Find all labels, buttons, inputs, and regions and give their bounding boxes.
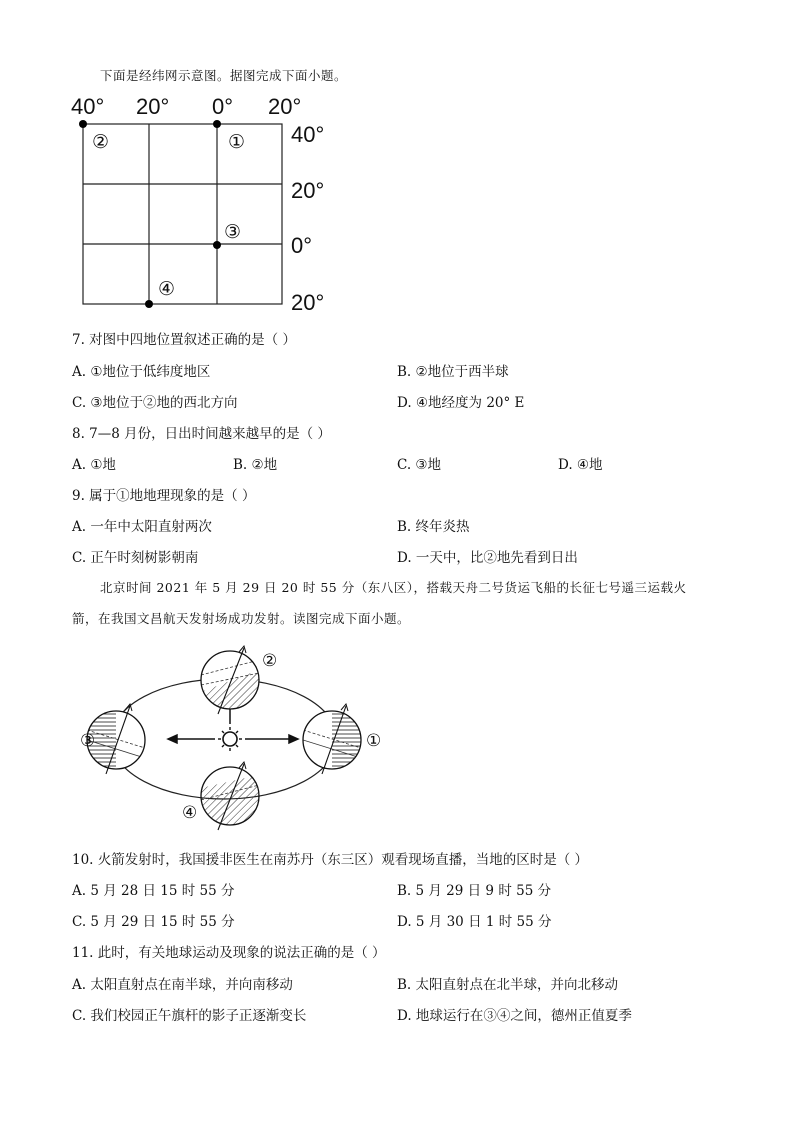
q7-option-d: D. ④地经度为 20° E — [397, 395, 525, 411]
point-3-label: ③ — [224, 222, 242, 243]
point-1-dot — [213, 120, 221, 128]
lon-label-0: 0° — [212, 94, 234, 119]
intro-text-1: 下面是经纬网示意图。据图完成下面小题。 — [100, 68, 348, 83]
sun-icon — [218, 727, 242, 751]
point-2-label: ② — [92, 132, 110, 153]
lat-label-0: 0° — [291, 233, 313, 258]
q7-option-c: C. ③地位于②地的西北方向 — [72, 395, 238, 411]
lat-label-20-s: 20° — [291, 290, 325, 315]
q9-option-c: C. 正午时刻树影朝南 — [72, 550, 199, 566]
q11-stem: 11. 此时，有关地球运动及现象的说法正确的是（ ） — [72, 945, 386, 961]
orbit-label-3: ③ — [80, 731, 96, 750]
intro-text-2-line-2: 箭，在我国文昌航天发射场成功发射。读图完成下面小题。 — [72, 611, 411, 626]
lat-label-20-n: 20° — [291, 178, 325, 203]
point-1-label: ① — [228, 132, 246, 153]
lat-lon-grid-figure — [60, 88, 350, 318]
q7-stem: 7. 对图中四地位置叙述正确的是（ ） — [72, 332, 296, 348]
q8-option-a: A. ①地 — [72, 457, 116, 473]
earth-position-1 — [303, 704, 361, 774]
lon-label-20-e: 20° — [268, 94, 302, 119]
q8-option-d: D. ④地 — [558, 457, 603, 473]
q10-option-d: D. 5 月 30 日 1 时 55 分 — [397, 914, 552, 930]
point-4-label: ④ — [158, 279, 176, 300]
orbit-label-4: ④ — [182, 803, 198, 822]
q11-option-d: D. 地球运行在③④之间，德州正值夏季 — [397, 1008, 632, 1024]
q7-option-a: A. ①地位于低纬度地区 — [72, 364, 211, 380]
q8-option-b: B. ②地 — [233, 457, 278, 473]
lon-label-20-w: 20° — [136, 94, 170, 119]
q11-option-a: A. 太阳直射点在南半球，并向南移动 — [72, 977, 293, 993]
q9-option-d: D. 一天中，比②地先看到日出 — [397, 550, 578, 566]
orbit-label-2: ② — [262, 651, 278, 670]
earth-position-3 — [87, 704, 145, 774]
q11-option-b: B. 太阳直射点在北半球，并向北移动 — [397, 977, 619, 993]
q10-option-a: A. 5 月 28 日 15 时 55 分 — [72, 883, 235, 899]
q10-option-c: C. 5 月 29 日 15 时 55 分 — [72, 914, 235, 930]
q8-option-c: C. ③地 — [397, 457, 442, 473]
q8-stem: 8. 7—8 月份，日出时间越来越早的是（ ） — [72, 426, 331, 442]
q10-stem: 10. 火箭发射时，我国援非医生在南苏丹（东三区）观看现场直播，当地的区时是（ ） — [72, 852, 589, 868]
point-4-dot — [145, 300, 153, 308]
q11-option-c: C. 我们校园正午旗杆的影子正逐渐变长 — [72, 1008, 307, 1024]
q9-stem: 9. 属于①地地理现象的是（ ） — [72, 488, 256, 504]
point-2-dot — [79, 120, 87, 128]
q9-option-a: A. 一年中太阳直射两次 — [72, 519, 212, 535]
lat-label-40: 40° — [291, 122, 325, 147]
grid-border — [83, 124, 282, 304]
q10-option-b: B. 5 月 29 日 9 时 55 分 — [397, 883, 552, 899]
earth-position-2 — [201, 646, 259, 714]
intro-text-2-line-1: 北京时间 2021 年 5 月 29 日 20 时 55 分（东八区），搭载天舟二号货运飞船的长征七号遥三运载火 — [100, 580, 687, 595]
earth-position-4 — [201, 762, 259, 830]
earth-orbit-figure — [78, 640, 388, 835]
orbit-label-1: ① — [366, 731, 382, 750]
lon-label-40: 40° — [71, 94, 105, 119]
q9-option-b: B. 终年炎热 — [397, 519, 470, 535]
point-3-dot — [213, 241, 221, 249]
q7-option-b: B. ②地位于西半球 — [397, 364, 509, 380]
